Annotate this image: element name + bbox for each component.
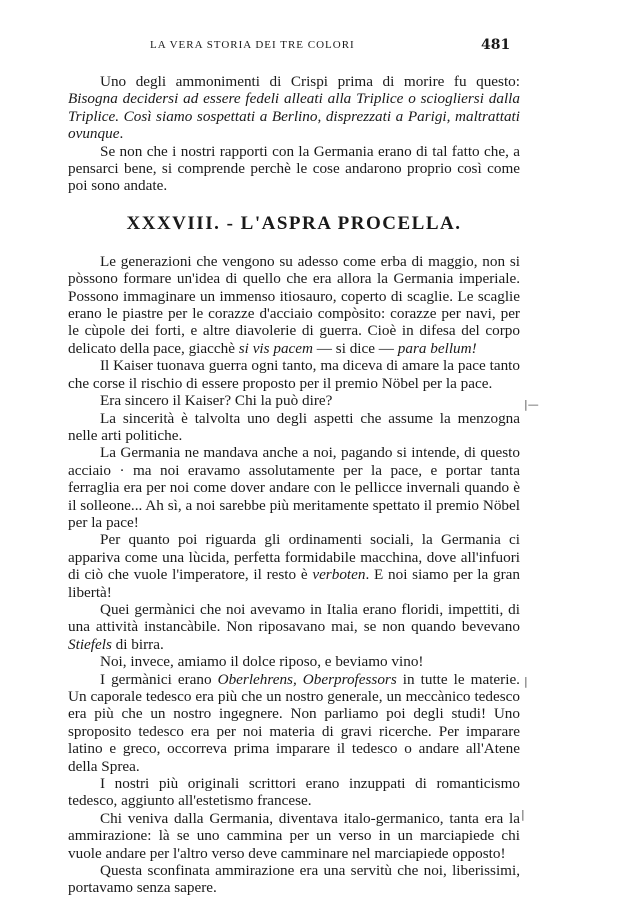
paragraph: [68, 862, 520, 897]
text-run: Questa sconfinata ammirazione era una servitù che noi, liberissimi, portavamo senza sapere.: [68, 862, 520, 897]
italic-run: verboten: [312, 566, 366, 584]
margin-mark: |: [524, 675, 528, 688]
paragraph: [68, 444, 520, 531]
paragraph: [68, 143, 520, 195]
running-title: LA VERA STORIA DEI TRE COLORI: [150, 39, 355, 51]
page-number: 481: [481, 37, 511, 53]
paragraph: [68, 653, 520, 670]
text-run: La sincerità è talvolta uno degli aspetti che assume la menzogna nelle arti politiche.: [68, 409, 520, 444]
text-run: Per quanto poi riguarda gli ordinamenti sociali, la Germania ci appariva come una lùcida, perfetta formidabile macchina, dove all'infuori di ciò che vuole l'imperatore, il resto è: [68, 531, 520, 584]
paragraph: [68, 357, 520, 392]
text-run: I nostri più originali scrittori erano inzuppati di romanticismo tedesco, aggiunto all'estetismo francese.: [68, 775, 520, 810]
text-run: Quei germànici che noi avevamo in Italia erano floridi, impettiti, di una attività instancàbile. Non riposavano mai, se non quando bevevano: [68, 600, 520, 636]
text-run: Chi veniva dalla Germania, diventava italo-germanico, tanta era la ammirazione: là se uno cammina per un verso in un marciapiede chi vuole andare per l'altro verso deve camminare nel marciapiede opposto!: [68, 809, 520, 862]
section-paragraphs: [68, 253, 520, 897]
text-run: Le generazioni che vengono su adesso come erba di maggio, non si pòssono formare un'idea di quello che era allora la Germania imperiale. Possono immaginare un immenso itiosauro, coperto di scaglie. Le scaglie erano le piastre per le corazze d'acciaio compòsito: corazze per navi, per le cùpole dei forti, e altre diavolerie di guerra. Cioè in difesa del corpo delicato della pace, giacchè: [68, 252, 520, 357]
text-run: di birra.: [111, 635, 164, 653]
margin-mark: |: [521, 808, 525, 821]
paragraph: [68, 253, 520, 357]
intro-paragraphs: [68, 73, 520, 195]
text-run: I germànici erano: [100, 670, 218, 688]
body-text: [68, 73, 520, 897]
text-run: in tutte le materie. Un caporale tedesco era più che un nostro generale, un meccànico tedesco era più che un nostro ingegnere. Non parliamo poi degli studi! Uno sproposito tedesco era per noi materia di gravi ricerche. Per imparare latino e greco, occorreva prima imparare il tedesco o andare all'Atene della Sprea.: [68, 670, 520, 775]
text-run: Noi, invece, amiamo il dolce riposo, e beviamo vino!: [100, 653, 424, 671]
paragraph: [68, 775, 520, 810]
text-run: Uno degli ammonimenti di Crispi prima di morire fu questo:: [100, 73, 520, 90]
italic-run: Bisogna decidersi ad essere fedeli alleati alla Triplice o sciogliersi dalla Triplice. Così siamo sospettati a Berlino, disprezzati a Parigi, maltrattati ovunque: [68, 90, 520, 143]
paragraph: [68, 671, 520, 775]
text-run: Se non che i nostri rapporti con la Germania erano di tal fatto che, a pensarci bene, si comprende perchè le cose andarono proprio così come poi sono andate.: [68, 142, 520, 195]
italic-run: si vis pacem: [238, 339, 313, 357]
page-header: [0, 37, 635, 57]
italic-run: Oberlehrens, Oberprofessors: [217, 670, 397, 688]
text-run: .: [119, 125, 124, 143]
section-title: XXXVIII. - L'ASPRA PROCELLA.: [126, 212, 462, 234]
text-run: — si dice —: [313, 339, 398, 357]
paragraph: [68, 410, 520, 445]
text-run: . E noi siamo per la gran libertà!: [68, 566, 520, 601]
paragraph: [68, 601, 520, 653]
italic-run: para bellum!: [397, 339, 477, 357]
paragraph: [68, 73, 520, 143]
text-run: La Germania ne mandava anche a noi, pagando si intende, di questo acciaio · ma noi eravamo assolutamente per la pace, e portar tanta ferraglia era per noi come dover andare con le pellicce invernali quando è il solleone... Ah sì, a noi sarebbe più meritamente spettato il premio Nöbel per la pace!: [68, 444, 520, 531]
text-run: Era sincero il Kaiser? Chi la può dire?: [100, 392, 333, 410]
italic-run: Stiefels: [68, 635, 112, 653]
text-run: Il Kaiser tuonava guerra ogni tanto, ma diceva di amare la pace tanto che corse il rischio di essere proposto per il premio Nöbel per la pace.: [68, 357, 520, 392]
margin-mark: |—: [524, 398, 539, 411]
paragraph: [68, 392, 520, 409]
paragraph: [68, 810, 520, 862]
paragraph: [68, 531, 520, 601]
